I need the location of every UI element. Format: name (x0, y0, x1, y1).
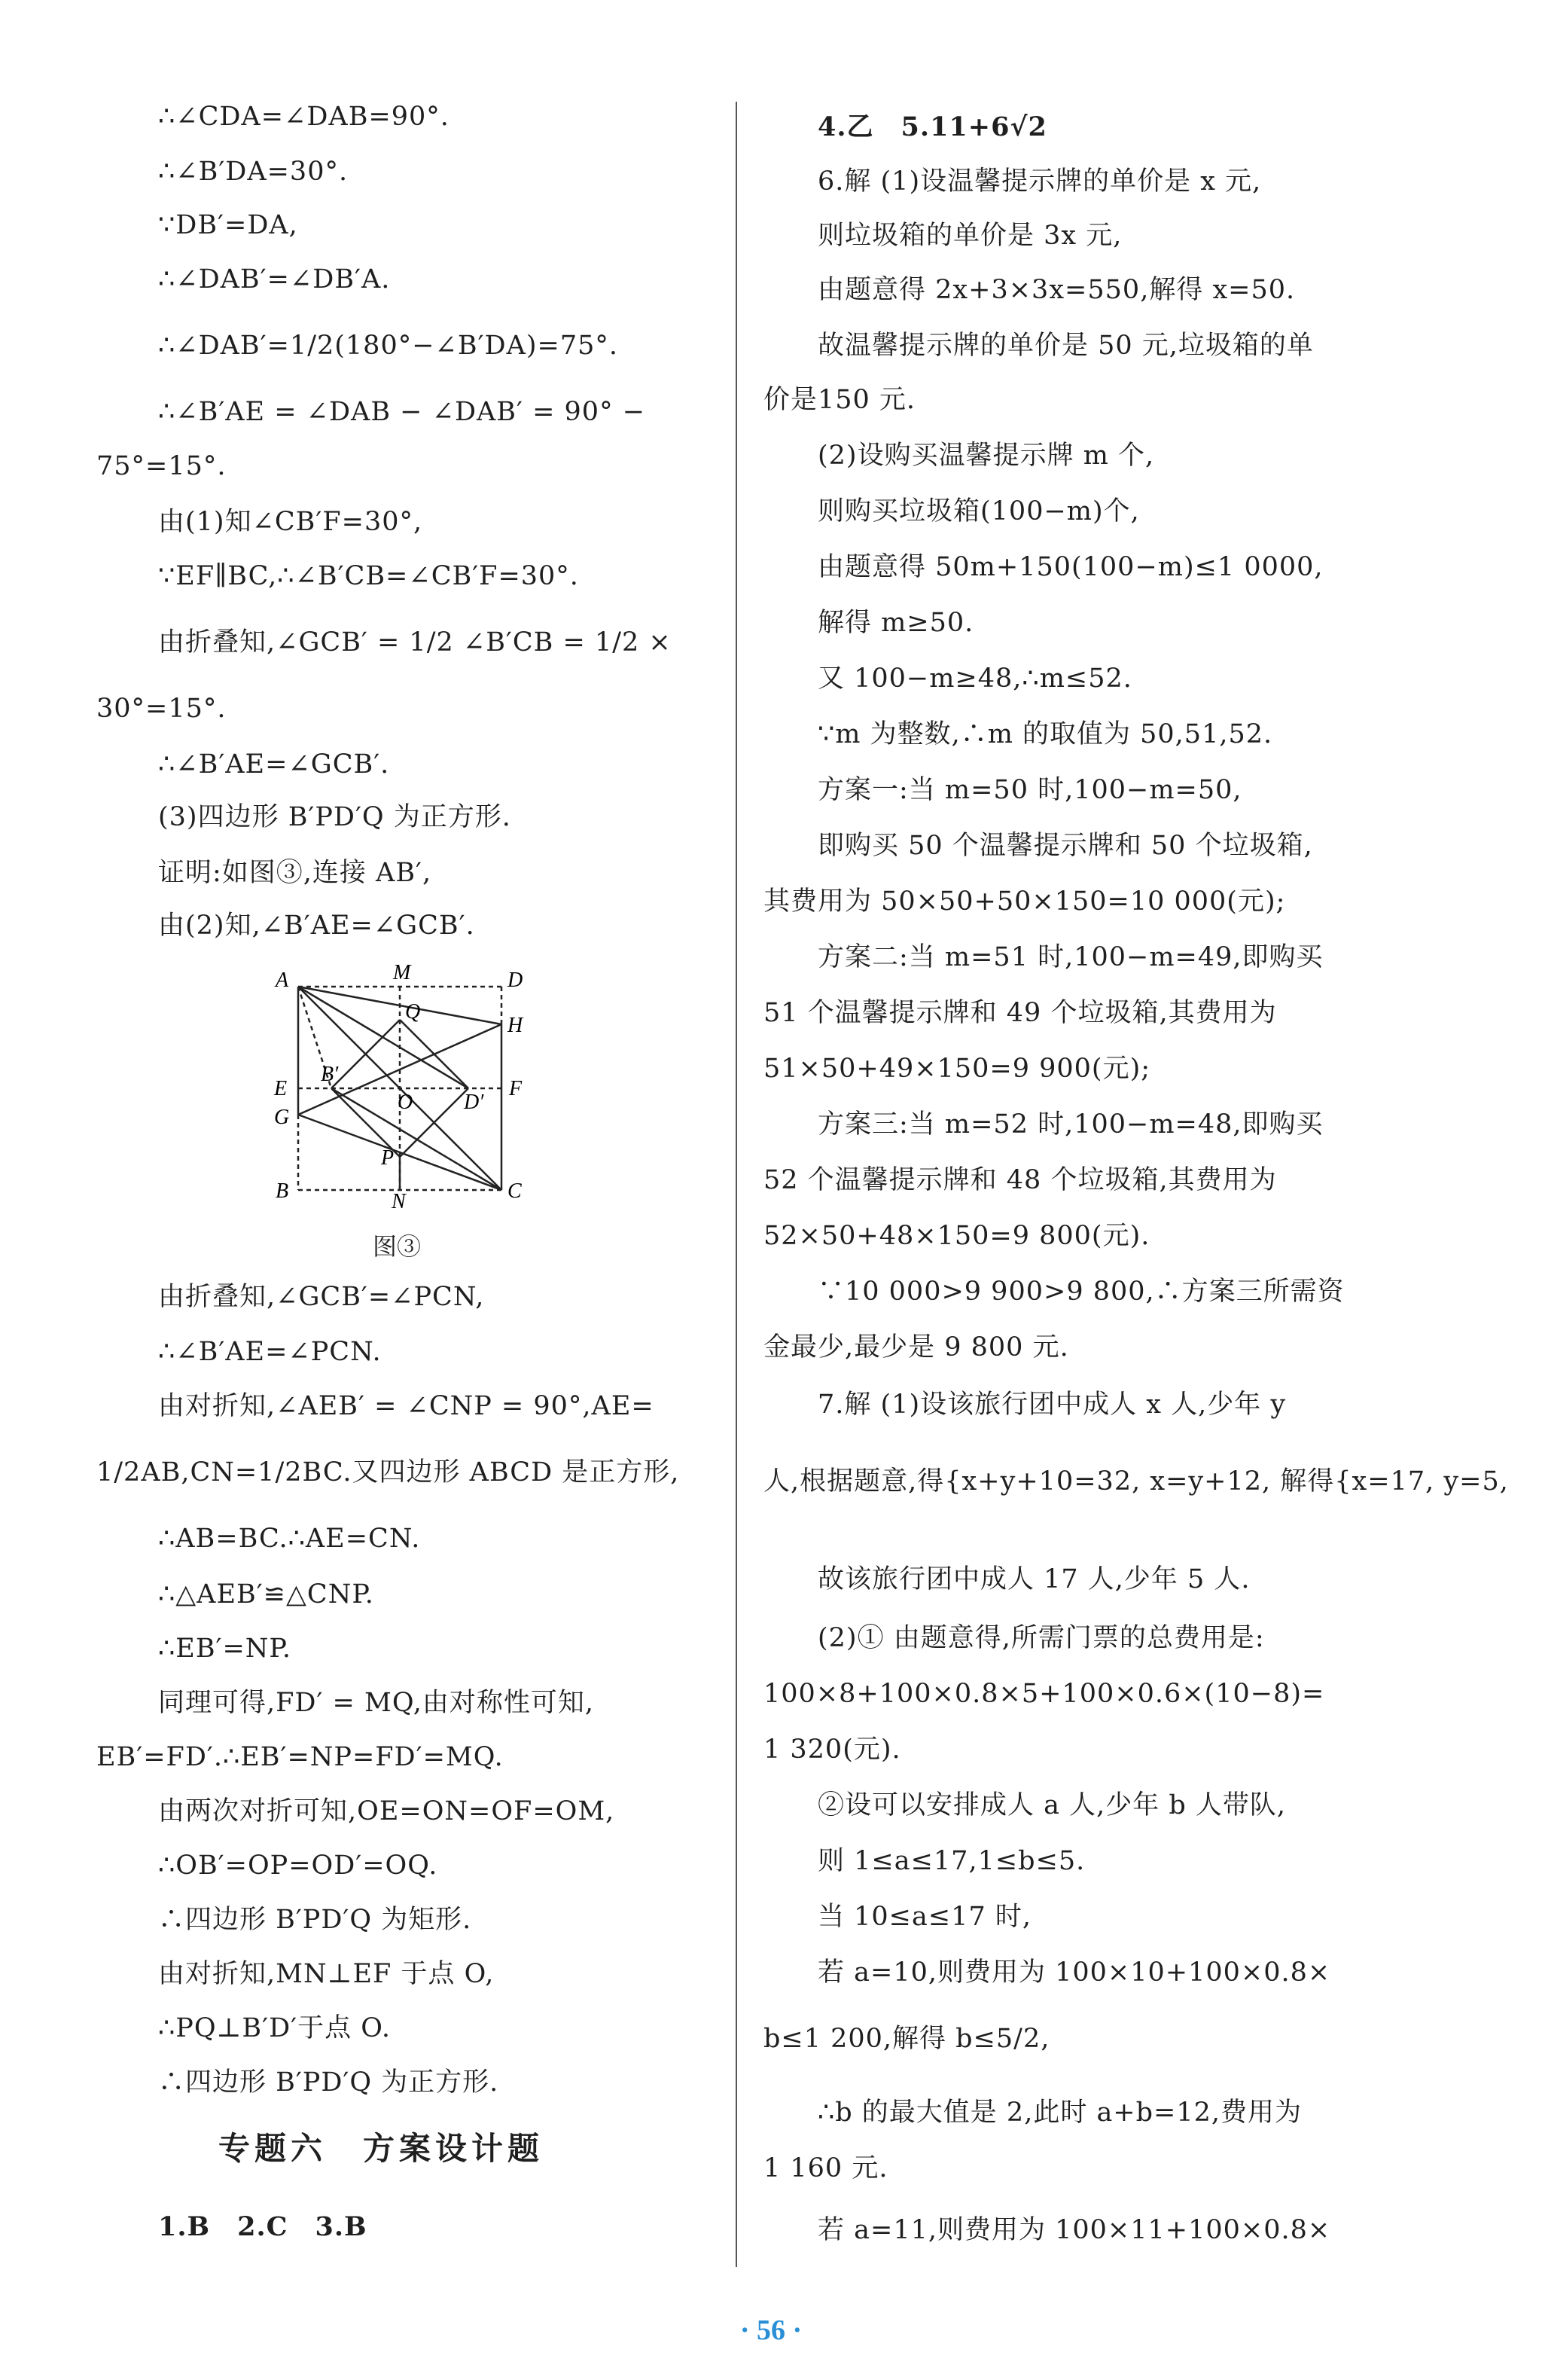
text-line: 故温馨提示牌的单价是 50 元,垃圾箱的单 (818, 331, 1314, 361)
label-f: F (509, 1077, 523, 1100)
text-line: ∴∠B′DA=30°. (158, 157, 349, 187)
text-line: 若 a=10,则费用为 100×10+100×0.8× (818, 1957, 1331, 1988)
text-line: 金最少,最少是 9 800 元. (763, 1332, 1069, 1362)
label-b: B (276, 1179, 289, 1203)
text-line: (3)四边形 B′PD′Q 为正方形. (158, 802, 511, 832)
label-o: O (398, 1091, 413, 1114)
text-line: 若 a=11,则费用为 100×11+100×0.8× (818, 2215, 1331, 2245)
label-p: P (381, 1146, 395, 1170)
text-line: 由(2)知,∠B′AE=∠GCB′. (158, 911, 475, 941)
text-line: 1 320(元). (763, 1735, 901, 1765)
label-g: G (274, 1106, 290, 1129)
text-line: 52 个温馨提示牌和 48 个垃圾箱,其费用为 (763, 1165, 1277, 1195)
text-line: 由(1)知∠CB′F=30°, (158, 507, 423, 537)
text-line: ∴∠DAB′=∠DB′A. (158, 264, 391, 294)
text-line: 由对折知,∠AEB′ = ∠CNP = 90°,AE= (158, 1391, 654, 1421)
label-n: N (392, 1190, 406, 1213)
label-a: A (276, 969, 289, 992)
text-line: ∴PQ⊥B′D′于点 O. (158, 2013, 391, 2043)
text-line: 解得 m≥50. (818, 608, 974, 638)
column-divider (736, 102, 737, 2267)
text-line: 同理可得,FD′ = MQ,由对称性可知, (158, 1688, 595, 1718)
text-line: EB′=FD′.∴EB′=NP=FD′=MQ. (96, 1742, 504, 1772)
text-line: 由两次对折可知,OE=ON=OF=OM, (158, 1796, 615, 1826)
label-q: Q (405, 1000, 421, 1024)
text-line: ∴∠B′AE=∠PCN. (158, 1337, 382, 1367)
label-e: E (274, 1077, 288, 1100)
label-m: M (393, 961, 411, 984)
text-line: 4.乙 5.11+6√2 (818, 111, 1047, 142)
text-line: (2)设购买温馨提示牌 m 个, (818, 441, 1155, 471)
text-line: ∴∠B′AE = ∠DAB − ∠DAB′ = 90° − (158, 397, 646, 427)
text-line: 由对折知,MN⊥EF 于点 O, (158, 1959, 495, 1989)
text-line: ∴∠CDA=∠DAB=90°. (158, 102, 449, 132)
text-line: ∴四边形 B′PD′Q 为矩形. (158, 1905, 472, 1935)
text-line: 其费用为 50×50+50×150=10 000(元); (763, 886, 1286, 917)
label-b-prime: B′ (321, 1063, 339, 1086)
text-line: ∴b 的最大值是 2,此时 a+b=12,费用为 (818, 2098, 1303, 2128)
section-answers: 1.B 2.C 3.B (158, 2211, 367, 2242)
text-line: ∴∠B′AE=∠GCB′. (158, 749, 390, 780)
page-number: · 56 · (739, 2314, 803, 2346)
text-line: 7.解 (1)设该旅行团中成人 x 人,少年 y (818, 1390, 1287, 1420)
text-line: 证明:如图③,连接 AB′, (158, 858, 432, 888)
label-c: C (507, 1179, 522, 1203)
text-line: 又 100−m≥48,∴m≤52. (818, 664, 1132, 694)
text-line: 则购买垃圾箱(100−m)个, (818, 496, 1140, 526)
text-line: 由题意得 2x+3×3x=550,解得 x=50. (818, 275, 1296, 305)
text-line: b≤1 200,解得 b≤5/2, (763, 2024, 1050, 2054)
text-line: ∴EB′=NP. (158, 1634, 292, 1664)
text-line: 人,根据题意,得{x+y+10=32, x=y+12, 解得{x=17, y=5, (763, 1466, 1509, 1497)
text-line: 1/2AB,CN=1/2BC.又四边形 ABCD 是正方形, (96, 1457, 680, 1488)
text-line: 52×50+48×150=9 800(元). (763, 1221, 1150, 1251)
text-line: ∵m 为整数,∴m 的取值为 50,51,52. (818, 719, 1273, 749)
text-line: ∵10 000>9 900>9 800,∴方案三所需资 (818, 1277, 1345, 1307)
text-line: 当 10≤a≤17 时, (818, 1902, 1032, 1932)
text-line: 由题意得 50m+150(100−m)≤1 0000, (818, 552, 1324, 582)
text-line: 51 个温馨提示牌和 49 个垃圾箱,其费用为 (763, 998, 1277, 1028)
text-line: 由折叠知,∠GCB′ = 1/2 ∠B′CB = 1/2 × (158, 627, 672, 658)
text-line: ∴AB=BC.∴AE=CN. (158, 1524, 421, 1554)
text-line: 则 1≤a≤17,1≤b≤5. (818, 1846, 1086, 1876)
text-line: 即购买 50 个温馨提示牌和 50 个垃圾箱, (818, 831, 1313, 861)
text-line: 价是150 元. (763, 385, 916, 415)
text-line: 方案二:当 m=51 时,100−m=49,即购买 (818, 942, 1324, 972)
text-line: 6.解 (1)设温馨提示牌的单价是 x 元, (818, 166, 1262, 197)
text-line: ②设可以安排成人 a 人,少年 b 人带队, (818, 1790, 1287, 1820)
text-line: 100×8+100×0.8×5+100×0.6×(10−8)= (763, 1679, 1325, 1709)
label-h: H (507, 1014, 523, 1037)
section-heading: 专题六 方案设计题 (218, 2130, 544, 2167)
text-line: ∴△AEB′≌△CNP. (158, 1579, 374, 1610)
text-line: 75°=15°. (96, 451, 227, 481)
text-line: 方案一:当 m=50 时,100−m=50, (818, 775, 1242, 805)
label-d: D (507, 969, 523, 992)
figure-caption: 图③ (373, 1232, 422, 1261)
text-line: 故该旅行团中成人 17 人,少年 5 人. (818, 1564, 1251, 1594)
text-line: 由折叠知,∠GCB′=∠PCN, (158, 1282, 485, 1312)
text-line: ∵EF∥BC,∴∠B′CB=∠CB′F=30°. (158, 561, 579, 591)
text-line: 30°=15°. (96, 694, 227, 724)
text-line: ∴四边形 B′PD′Q 为正方形. (158, 2067, 499, 2098)
geometry-figure (271, 957, 542, 1213)
text-line: 方案三:当 m=52 时,100−m=48,即购买 (818, 1109, 1324, 1140)
text-line: ∴OB′=OP=OD′=OQ. (158, 1851, 438, 1881)
text-line: 51×50+49×150=9 900(元); (763, 1054, 1151, 1084)
label-d-prime: D′ (464, 1091, 484, 1114)
text-line: ∴∠DAB′=1/2(180°−∠B′DA)=75°. (158, 331, 619, 361)
text-line: (2)① 由题意得,所需门票的总费用是: (818, 1623, 1265, 1653)
text-line: 1 160 元. (763, 2153, 888, 2183)
text-line: ∵DB′=DA, (158, 210, 298, 240)
text-line: 则垃圾箱的单价是 3x 元, (818, 221, 1123, 251)
